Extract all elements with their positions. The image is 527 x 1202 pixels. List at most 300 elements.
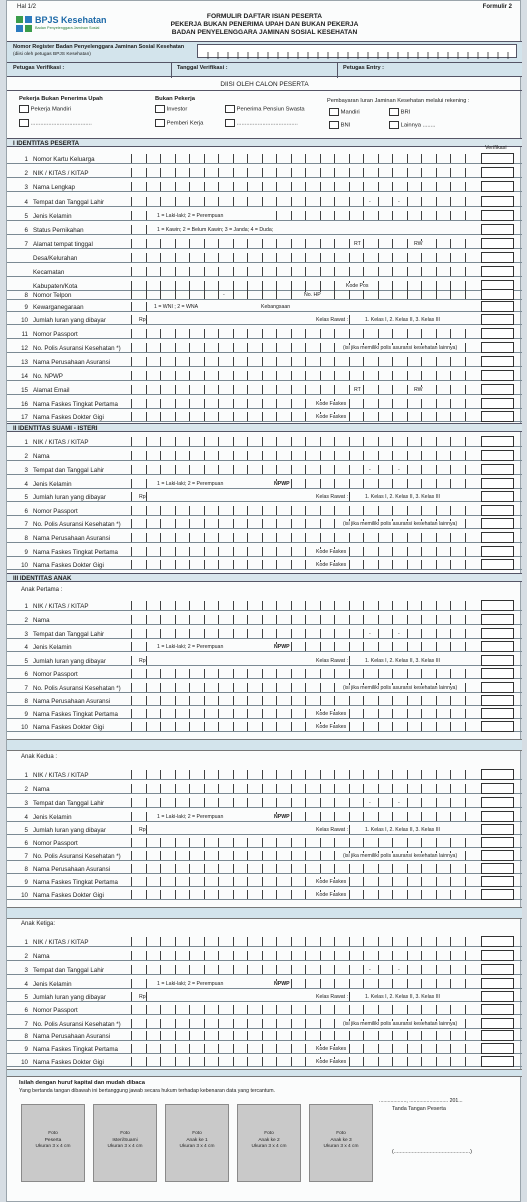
entry-line[interactable] (7, 324, 522, 325)
char-cell-tick (465, 343, 466, 352)
faskes-code-label: Kode Faskes (316, 401, 347, 407)
char-cell-tick (363, 838, 364, 847)
verification-box[interactable] (481, 682, 514, 693)
entry-line[interactable] (7, 779, 522, 780)
photo-slot[interactable] (165, 1104, 229, 1182)
char-cell-tick (407, 877, 408, 886)
child1-label: Anak Pertama : (21, 587, 63, 593)
verification-box[interactable] (481, 850, 514, 861)
verification-box[interactable] (481, 863, 514, 874)
investor-option[interactable]: Investor (155, 105, 187, 113)
char-cell-tick (363, 267, 364, 276)
char-cell-tick (450, 770, 451, 779)
char-cell-tick (218, 168, 219, 177)
char-cell-tick (233, 168, 234, 177)
form-row (7, 978, 522, 991)
verification-box[interactable] (481, 964, 514, 975)
photo-caption: Ukuran 3 x 4 cm (251, 1144, 287, 1149)
char-cell-tick (305, 1044, 306, 1053)
entry-line[interactable] (7, 299, 522, 300)
char-cell-tick (218, 197, 219, 206)
entry-line[interactable] (7, 276, 522, 277)
verification-box[interactable] (481, 628, 514, 639)
entry-line[interactable] (7, 248, 522, 249)
char-cell-tick (291, 851, 292, 860)
char-cell-tick (363, 864, 364, 873)
entry-line[interactable] (7, 1066, 522, 1067)
char-cell-tick (450, 722, 451, 731)
pensiun-option[interactable]: Penerima Pensiun Swasta (225, 105, 305, 113)
verification-box[interactable] (481, 478, 514, 489)
entry-line[interactable] (7, 651, 522, 652)
char-cell-tick (392, 937, 393, 946)
entry-line[interactable] (7, 624, 522, 625)
verification-box[interactable] (481, 797, 514, 808)
char-cell-tick (407, 371, 408, 380)
char-cell-tick (247, 683, 248, 692)
char-cell-tick (131, 399, 132, 408)
char-cell-tick (262, 683, 263, 692)
char-cell-tick (175, 864, 176, 873)
entry-line[interactable] (7, 678, 522, 679)
char-cell-tick (450, 197, 451, 206)
char-cell-tick (291, 197, 292, 206)
verification-box[interactable] (481, 889, 514, 900)
entry-line[interactable] (7, 380, 522, 381)
entry-line[interactable] (7, 311, 522, 312)
char-cell-tick (276, 722, 277, 731)
char-cell-tick (204, 451, 205, 460)
pbpu-other-option[interactable]: ...................................... (19, 119, 92, 127)
verification-box[interactable] (481, 876, 514, 887)
entry-line[interactable] (7, 177, 522, 178)
entry-line[interactable] (7, 946, 522, 947)
bank-mandiri-option[interactable]: Mandiri (329, 108, 360, 116)
verification-box[interactable] (481, 181, 514, 192)
char-cell-tick (421, 533, 422, 542)
verification-box[interactable] (481, 411, 514, 422)
char-cell-tick (204, 533, 205, 542)
verification-box[interactable] (481, 252, 514, 263)
rt-label: RT (354, 241, 361, 247)
char-cell-tick (146, 465, 147, 474)
verification-box[interactable] (481, 950, 514, 961)
char-cell-tick (363, 601, 364, 610)
char-cell-tick (305, 533, 306, 542)
photo-slot[interactable] (93, 1104, 157, 1182)
entry-line[interactable] (7, 899, 522, 900)
verification-box[interactable] (481, 559, 514, 570)
entry-line[interactable] (7, 1040, 522, 1041)
char-cell-tick (436, 253, 437, 262)
char-cell-tick (291, 798, 292, 807)
char-cell-tick (421, 182, 422, 191)
char-cell-tick (436, 877, 437, 886)
row-number: 8 (24, 292, 28, 299)
child2-label: Anak Kedua : (21, 754, 58, 760)
entry-line[interactable] (7, 262, 522, 263)
row-number: 5 (24, 494, 28, 501)
char-cell-tick (363, 1057, 364, 1066)
verification-box[interactable] (481, 328, 514, 339)
char-cell-tick (146, 211, 147, 220)
citizenship-label: Kebangsaan (261, 304, 291, 310)
verification-box[interactable] (481, 436, 514, 447)
char-cell-tick (392, 965, 393, 974)
entry-line[interactable] (7, 474, 522, 475)
verification-box[interactable] (481, 532, 514, 543)
verification-box[interactable] (481, 783, 514, 794)
verification-box[interactable] (481, 600, 514, 611)
entry-line[interactable] (7, 807, 522, 808)
char-cell-tick (334, 683, 335, 692)
char-cell-tick (175, 784, 176, 793)
date-dash: - (398, 467, 400, 473)
entry-line[interactable] (7, 352, 522, 353)
char-cell-tick (146, 197, 147, 206)
char-cell-tick (218, 451, 219, 460)
char-cell-tick (233, 560, 234, 569)
entry-line[interactable] (7, 821, 522, 822)
char-cell-tick (233, 154, 234, 163)
char-cell-tick (131, 1031, 132, 1040)
entry-line[interactable] (7, 665, 522, 666)
char-cell-tick (204, 519, 205, 528)
photo-slot[interactable] (21, 1104, 85, 1182)
char-cell-tick (291, 412, 292, 421)
char-cell-tick (146, 937, 147, 946)
char-cell-tick (291, 253, 292, 262)
class-label: Kelas Rawat : (316, 827, 349, 833)
char-cell-tick (291, 709, 292, 718)
photo-slot[interactable] (309, 1104, 373, 1182)
char-cell-tick (349, 385, 350, 394)
verification-box[interactable] (481, 505, 514, 516)
logo-subtitle: Badan Penyelenggara Jaminan Sosial (35, 26, 100, 30)
verification-box[interactable] (481, 450, 514, 461)
entry-line[interactable] (7, 542, 522, 543)
char-cell-tick (334, 642, 335, 651)
char-cell-tick (160, 197, 161, 206)
bank-bri-option[interactable]: BRI (389, 108, 410, 116)
char-cell-tick (349, 451, 350, 460)
char-cell-tick (334, 267, 335, 276)
entry-line[interactable] (7, 610, 522, 611)
char-cell-tick (262, 1031, 263, 1040)
entry-line[interactable] (7, 515, 522, 516)
char-cell-tick (305, 182, 306, 191)
entry-line[interactable] (7, 860, 522, 861)
verification-box[interactable] (481, 289, 514, 300)
verification-box[interactable] (481, 266, 514, 277)
char-cell-tick (247, 784, 248, 793)
char-cell-tick (334, 239, 335, 248)
verification-box[interactable] (481, 210, 514, 221)
verification-box[interactable] (481, 491, 514, 502)
verification-box[interactable] (481, 769, 514, 780)
verification-box[interactable] (481, 546, 514, 557)
register-number-field[interactable] (197, 44, 517, 58)
char-cell-tick (436, 1057, 437, 1066)
char-cell-tick (218, 709, 219, 718)
char-cell-tick (189, 506, 190, 515)
char-cell-tick (146, 519, 147, 528)
entry-line[interactable] (7, 1014, 522, 1015)
verification-box[interactable] (481, 824, 514, 835)
signature-date[interactable]: ..................., ........................... 201... (379, 1098, 463, 1104)
entry-line[interactable] (7, 338, 522, 339)
entry-line[interactable] (7, 191, 522, 192)
form-row (7, 238, 522, 251)
char-cell-tick (233, 965, 234, 974)
title-line-2: PEKERJA BUKAN PENERIMA UPAH DAN BUKAN PEKERJA (170, 21, 359, 28)
char-cell-tick (262, 1005, 263, 1014)
char-cell-tick (320, 669, 321, 678)
char-cell-tick (305, 465, 306, 474)
char-cell-tick (146, 838, 147, 847)
char-cell-tick (160, 696, 161, 705)
entry-line[interactable] (7, 705, 522, 706)
row-text: No. Polis Asuransi Kesehatan *) (33, 685, 121, 692)
char-cell-tick (218, 506, 219, 515)
verification-box[interactable] (481, 936, 514, 947)
char-cell-tick (218, 290, 219, 299)
row-text: Nama Perusahaan Asuransi (33, 1033, 111, 1040)
char-cell-tick (233, 851, 234, 860)
char-cell-tick (450, 812, 451, 821)
char-cell-tick (305, 154, 306, 163)
char-cell-tick (378, 784, 379, 793)
verification-box[interactable] (481, 1030, 514, 1041)
verification-box[interactable] (481, 614, 514, 625)
verification-box[interactable] (481, 464, 514, 475)
char-cell-tick (131, 211, 132, 220)
char-cell-tick (131, 669, 132, 678)
verification-box[interactable] (481, 695, 514, 706)
signature-line[interactable]: (...................................................) (392, 1149, 472, 1155)
char-cell-tick (407, 399, 408, 408)
char-cell-tick (189, 197, 190, 206)
verification-box[interactable] (481, 342, 514, 353)
form-row (7, 1030, 522, 1043)
row-text: No. Polis Asuransi Kesehatan *) (33, 345, 121, 352)
verification-box[interactable] (481, 991, 514, 1002)
char-cell-tick (160, 784, 161, 793)
char-cell-tick (175, 371, 176, 380)
entry-line[interactable] (7, 847, 522, 848)
char-cell-tick (204, 864, 205, 873)
verification-box[interactable] (481, 238, 514, 249)
char-cell-tick (247, 1044, 248, 1053)
entry-line[interactable] (7, 206, 522, 207)
char-cell-tick (146, 506, 147, 515)
char-cell-tick (189, 343, 190, 352)
verification-box[interactable] (481, 655, 514, 666)
char-cell-tick (421, 357, 422, 366)
verification-box[interactable] (481, 167, 514, 178)
faskes-code-label: Kode Faskes (316, 414, 347, 420)
char-cell-tick (175, 385, 176, 394)
policy-note: (isi jika memiliki polis asuransi kesehatan lainnya) (343, 853, 458, 859)
char-cell-tick (305, 399, 306, 408)
char-cell-tick (160, 669, 161, 678)
char-cell-tick (407, 412, 408, 421)
entry-line[interactable] (7, 421, 522, 422)
row-text: Nomor Passport (33, 508, 78, 515)
verification-box[interactable] (481, 1056, 514, 1067)
char-cell-tick (276, 371, 277, 380)
char-cell-tick (450, 385, 451, 394)
char-cell-tick (363, 371, 364, 380)
form-row (7, 314, 522, 327)
entry-line[interactable] (7, 488, 522, 489)
entry-line[interactable] (7, 692, 522, 693)
entry-line[interactable] (7, 1028, 522, 1029)
entry-line[interactable] (7, 1053, 522, 1054)
char-cell-tick (262, 669, 263, 678)
verification-box[interactable] (481, 708, 514, 719)
entry-line[interactable] (7, 460, 522, 461)
row-text: Nomor Kartu Keluarga (33, 156, 95, 163)
verification-box[interactable] (481, 384, 514, 395)
char-cell-tick (204, 1044, 205, 1053)
bank-bni-option[interactable]: BNI (329, 121, 350, 129)
row-text: Nama Faskes Dokter Gigi (33, 892, 104, 899)
char-cell-tick (262, 696, 263, 705)
verification-box[interactable] (481, 196, 514, 207)
mandiri-option[interactable]: Pekerja Mandiri (19, 105, 71, 113)
char-cell-tick (131, 168, 132, 177)
row-text: Nama Lengkap (33, 184, 75, 191)
entry-line[interactable] (7, 834, 522, 835)
photo-slot[interactable] (237, 1104, 301, 1182)
verification-box[interactable] (481, 641, 514, 652)
char-cell-tick (189, 669, 190, 678)
pemberi-option[interactable]: Pemberi Kerja (155, 119, 203, 127)
verification-box[interactable] (481, 314, 514, 325)
verification-box[interactable] (481, 1018, 514, 1029)
rw-label: RW (414, 387, 423, 393)
char-cell-tick (305, 784, 306, 793)
char-cell-tick (160, 709, 161, 718)
entry-line[interactable] (7, 718, 522, 719)
char-cell-tick (131, 851, 132, 860)
verification-box[interactable] (481, 811, 514, 822)
char-cell-tick (291, 890, 292, 899)
row-number: 4 (24, 481, 28, 488)
entry-line[interactable] (7, 569, 522, 570)
char-cell-tick (189, 533, 190, 542)
char-cell-tick (262, 451, 263, 460)
char-cell-tick (465, 1044, 466, 1053)
entry-line[interactable] (7, 528, 522, 529)
entry-line[interactable] (7, 638, 522, 639)
char-cell-tick (320, 267, 321, 276)
char-cell-tick (247, 371, 248, 380)
char-cell-tick (189, 1019, 190, 1028)
verification-box[interactable] (481, 224, 514, 235)
char-cell-tick (334, 937, 335, 946)
pensiun-other-option[interactable]: ...................................... (225, 119, 298, 127)
char-cell-tick (204, 951, 205, 960)
entry-line[interactable] (7, 988, 522, 989)
char-cell-tick (465, 877, 466, 886)
verification-box[interactable] (481, 301, 514, 312)
char-cell-tick (305, 629, 306, 638)
verification-box[interactable] (481, 837, 514, 848)
verification-box[interactable] (481, 1043, 514, 1054)
form-row (7, 783, 522, 796)
char-cell-tick (291, 437, 292, 446)
verification-box[interactable] (481, 978, 514, 989)
row-number: 16 (21, 401, 28, 408)
verification-box[interactable] (481, 668, 514, 679)
char-cell-tick (305, 412, 306, 421)
entry-line[interactable] (7, 408, 522, 409)
char-cell-tick (146, 451, 147, 460)
char-cell-tick (175, 722, 176, 731)
char-cell-tick (392, 412, 393, 421)
bank-other-option[interactable]: Lainnya ........ (389, 121, 435, 129)
char-cell-tick (407, 1031, 408, 1040)
char-cell-tick (450, 371, 451, 380)
char-cell-tick (465, 1005, 466, 1014)
char-cell-tick (291, 329, 292, 338)
entry-line[interactable] (7, 163, 522, 164)
entry-line[interactable] (7, 960, 522, 961)
date-dash: - (369, 631, 371, 637)
entry-line[interactable] (7, 501, 522, 502)
char-cell-tick (160, 533, 161, 542)
verification-box[interactable] (481, 721, 514, 732)
char-cell-tick (218, 533, 219, 542)
char-cell-tick (392, 770, 393, 779)
entry-line[interactable] (7, 234, 522, 235)
entry-line[interactable] (7, 394, 522, 395)
char-cell-tick (465, 1031, 466, 1040)
verification-box[interactable] (481, 356, 514, 367)
char-cell-tick (204, 357, 205, 366)
row-number: 2 (24, 617, 28, 624)
char-cell-tick (233, 1044, 234, 1053)
char-cell-tick (450, 669, 451, 678)
char-cell-tick (392, 669, 393, 678)
entry-line[interactable] (7, 873, 522, 874)
entry-line[interactable] (7, 886, 522, 887)
char-cell-tick (262, 601, 263, 610)
entry-line[interactable] (7, 366, 522, 367)
entry-line[interactable] (7, 974, 522, 975)
char-cell-tick (320, 357, 321, 366)
verification-box[interactable] (481, 153, 514, 164)
char-cell-tick (204, 239, 205, 248)
verification-box[interactable] (481, 518, 514, 529)
char-cell-tick (349, 357, 350, 366)
entry-line[interactable] (7, 1001, 522, 1002)
verification-box[interactable] (481, 1004, 514, 1015)
entry-line[interactable] (7, 556, 522, 557)
verification-box[interactable] (481, 398, 514, 409)
verification-box[interactable] (481, 370, 514, 381)
entry-line[interactable] (7, 220, 522, 221)
entry-line[interactable] (7, 731, 522, 732)
entry-line[interactable] (7, 446, 522, 447)
char-cell-tick (233, 864, 234, 873)
row-text: Jumlah Iuran yang dibayar (33, 494, 106, 501)
entry-line[interactable] (7, 793, 522, 794)
char-cell-tick (465, 1057, 466, 1066)
char-cell-tick (378, 547, 379, 556)
